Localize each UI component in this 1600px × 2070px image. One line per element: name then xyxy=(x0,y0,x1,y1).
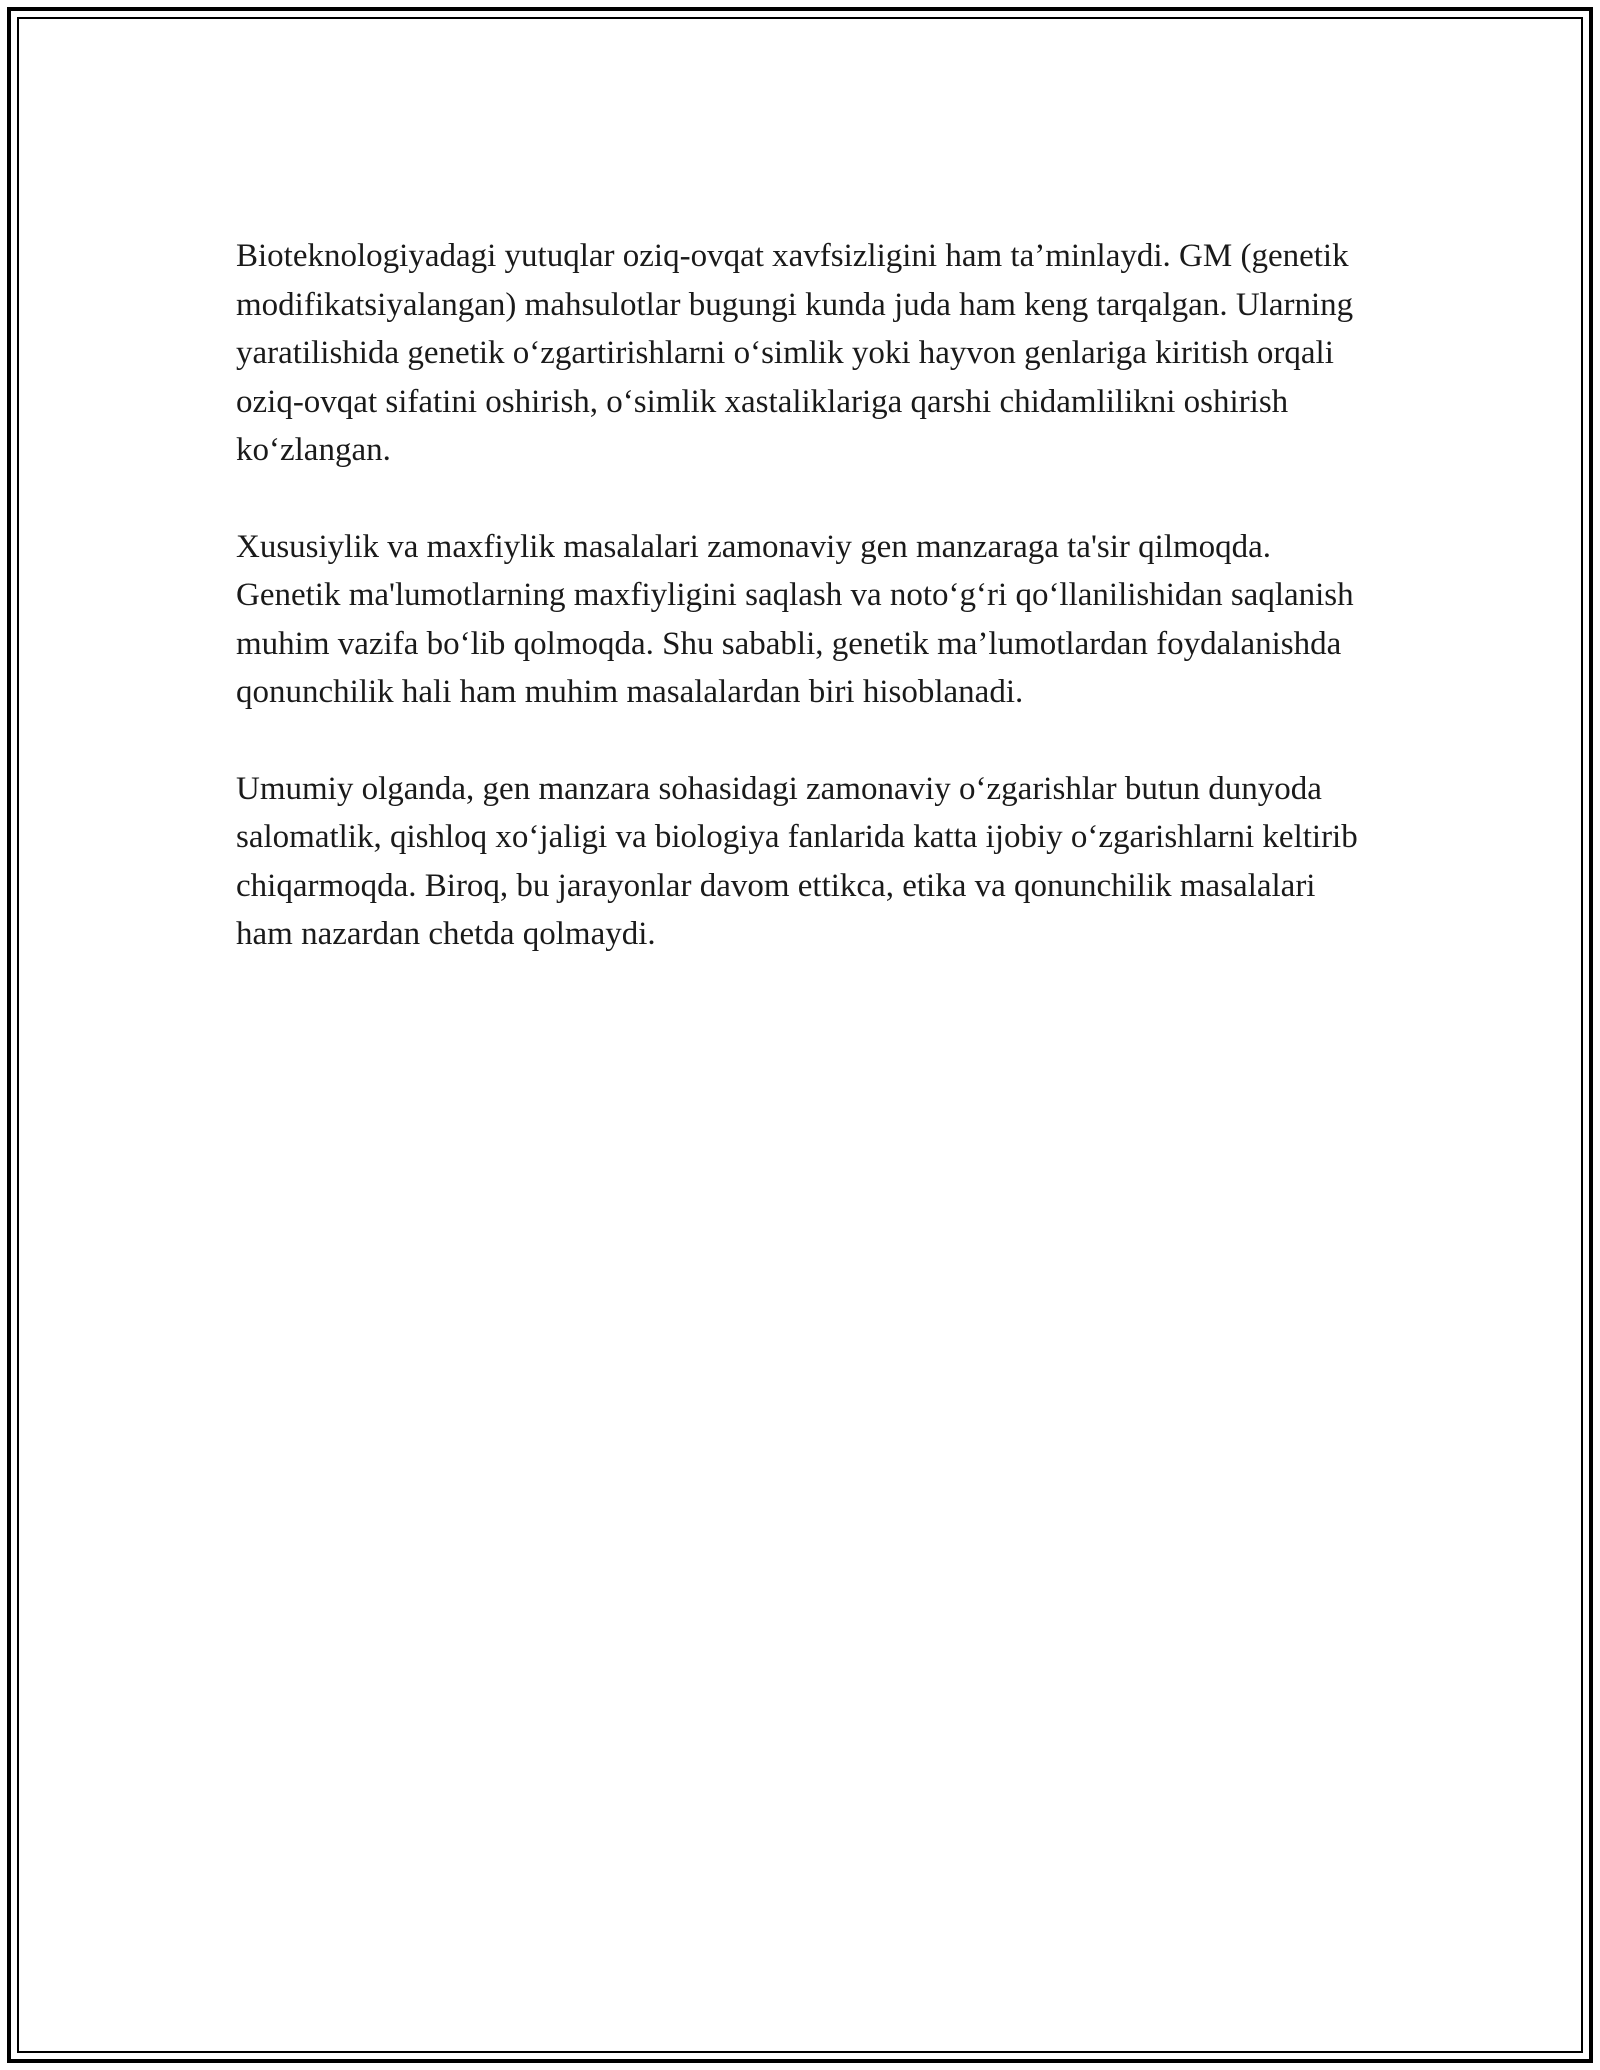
paragraph-conclusion: Umumiy olganda, gen manzara sohasidagi zamonaviy o‘zgarishlar butun dunyoda salomatlik, qishloq xo‘jaligi va biologiya fanlarida katta ijobiy o‘zgarishlarni keltirib chiqarmoqda. Biroq, bu jarayonlar davom ettikca, etika va qonunchilik masalalari ham nazardan chetda qolmaydi. xyxy=(236,770,1358,952)
paragraph-privacy: Xususiylik va maxfiylik masalalari zamonaviy gen manzaraga ta'sir qilmoqda. Genetik ma'lumotlarning maxfiyligini saqlash va noto‘g‘ri qo‘llanilishidan saqlanish muhim vazifa bo‘lib qolmoqda. Shu sababli, genetik ma’lumotlardan foydalanishda qonunchilik hali ham muhim masalalardan biri hisoblanadi. xyxy=(236,528,1354,710)
paragraph-food-safety: Bioteknologiyadagi yutuqlar oziq-ovqat xavfsizligini ham ta’minlaydi. GM (genetik modifikatsiyalangan) mahsulotlar bugungi kunda juda ham keng tarqalgan. Ularning yaratilishida genetik o‘zgartirishlarni o‘simlik yoki hayvon genlariga kiritish orqali oziq-ovqat sifatini oshirish, o‘simlik xastaliklariga qarshi chidamlilikni oshirish ko‘zlangan. xyxy=(236,238,1354,468)
document-body xyxy=(236,232,1366,1007)
